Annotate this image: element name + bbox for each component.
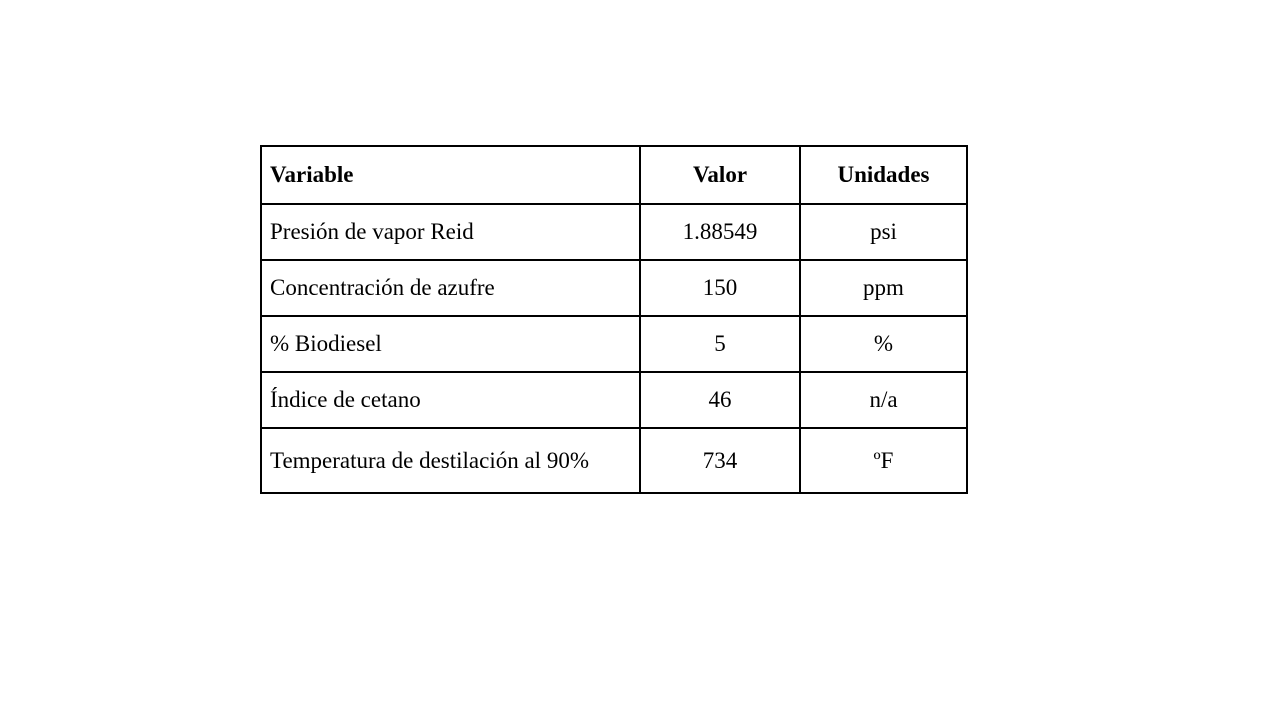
cell-variable: % Biodiesel [261, 316, 640, 372]
cell-variable: Índice de cetano [261, 372, 640, 428]
cell-variable: Concentración de azufre [261, 260, 640, 316]
cell-valor: 734 [640, 428, 800, 493]
cell-valor: 150 [640, 260, 800, 316]
cell-unidades: ºF [800, 428, 967, 493]
cell-unidades: % [800, 316, 967, 372]
table-row [261, 372, 967, 428]
table-row [261, 316, 967, 372]
cell-unidades: n/a [800, 372, 967, 428]
cell-variable: Presión de vapor Reid [261, 204, 640, 260]
header-valor: Valor [640, 146, 800, 204]
table-row [261, 260, 967, 316]
header-variable: Variable [261, 146, 640, 204]
table-row [261, 204, 967, 260]
table-row [261, 428, 967, 493]
header-unidades: Unidades [800, 146, 967, 204]
cell-valor: 46 [640, 372, 800, 428]
cell-unidades: ppm [800, 260, 967, 316]
cell-variable: Temperatura de destilación al 90% [261, 428, 640, 493]
cell-valor: 1.88549 [640, 204, 800, 260]
table-header-row [261, 146, 967, 204]
cell-unidades: psi [800, 204, 967, 260]
cell-valor: 5 [640, 316, 800, 372]
fuel-properties-table [260, 145, 968, 494]
